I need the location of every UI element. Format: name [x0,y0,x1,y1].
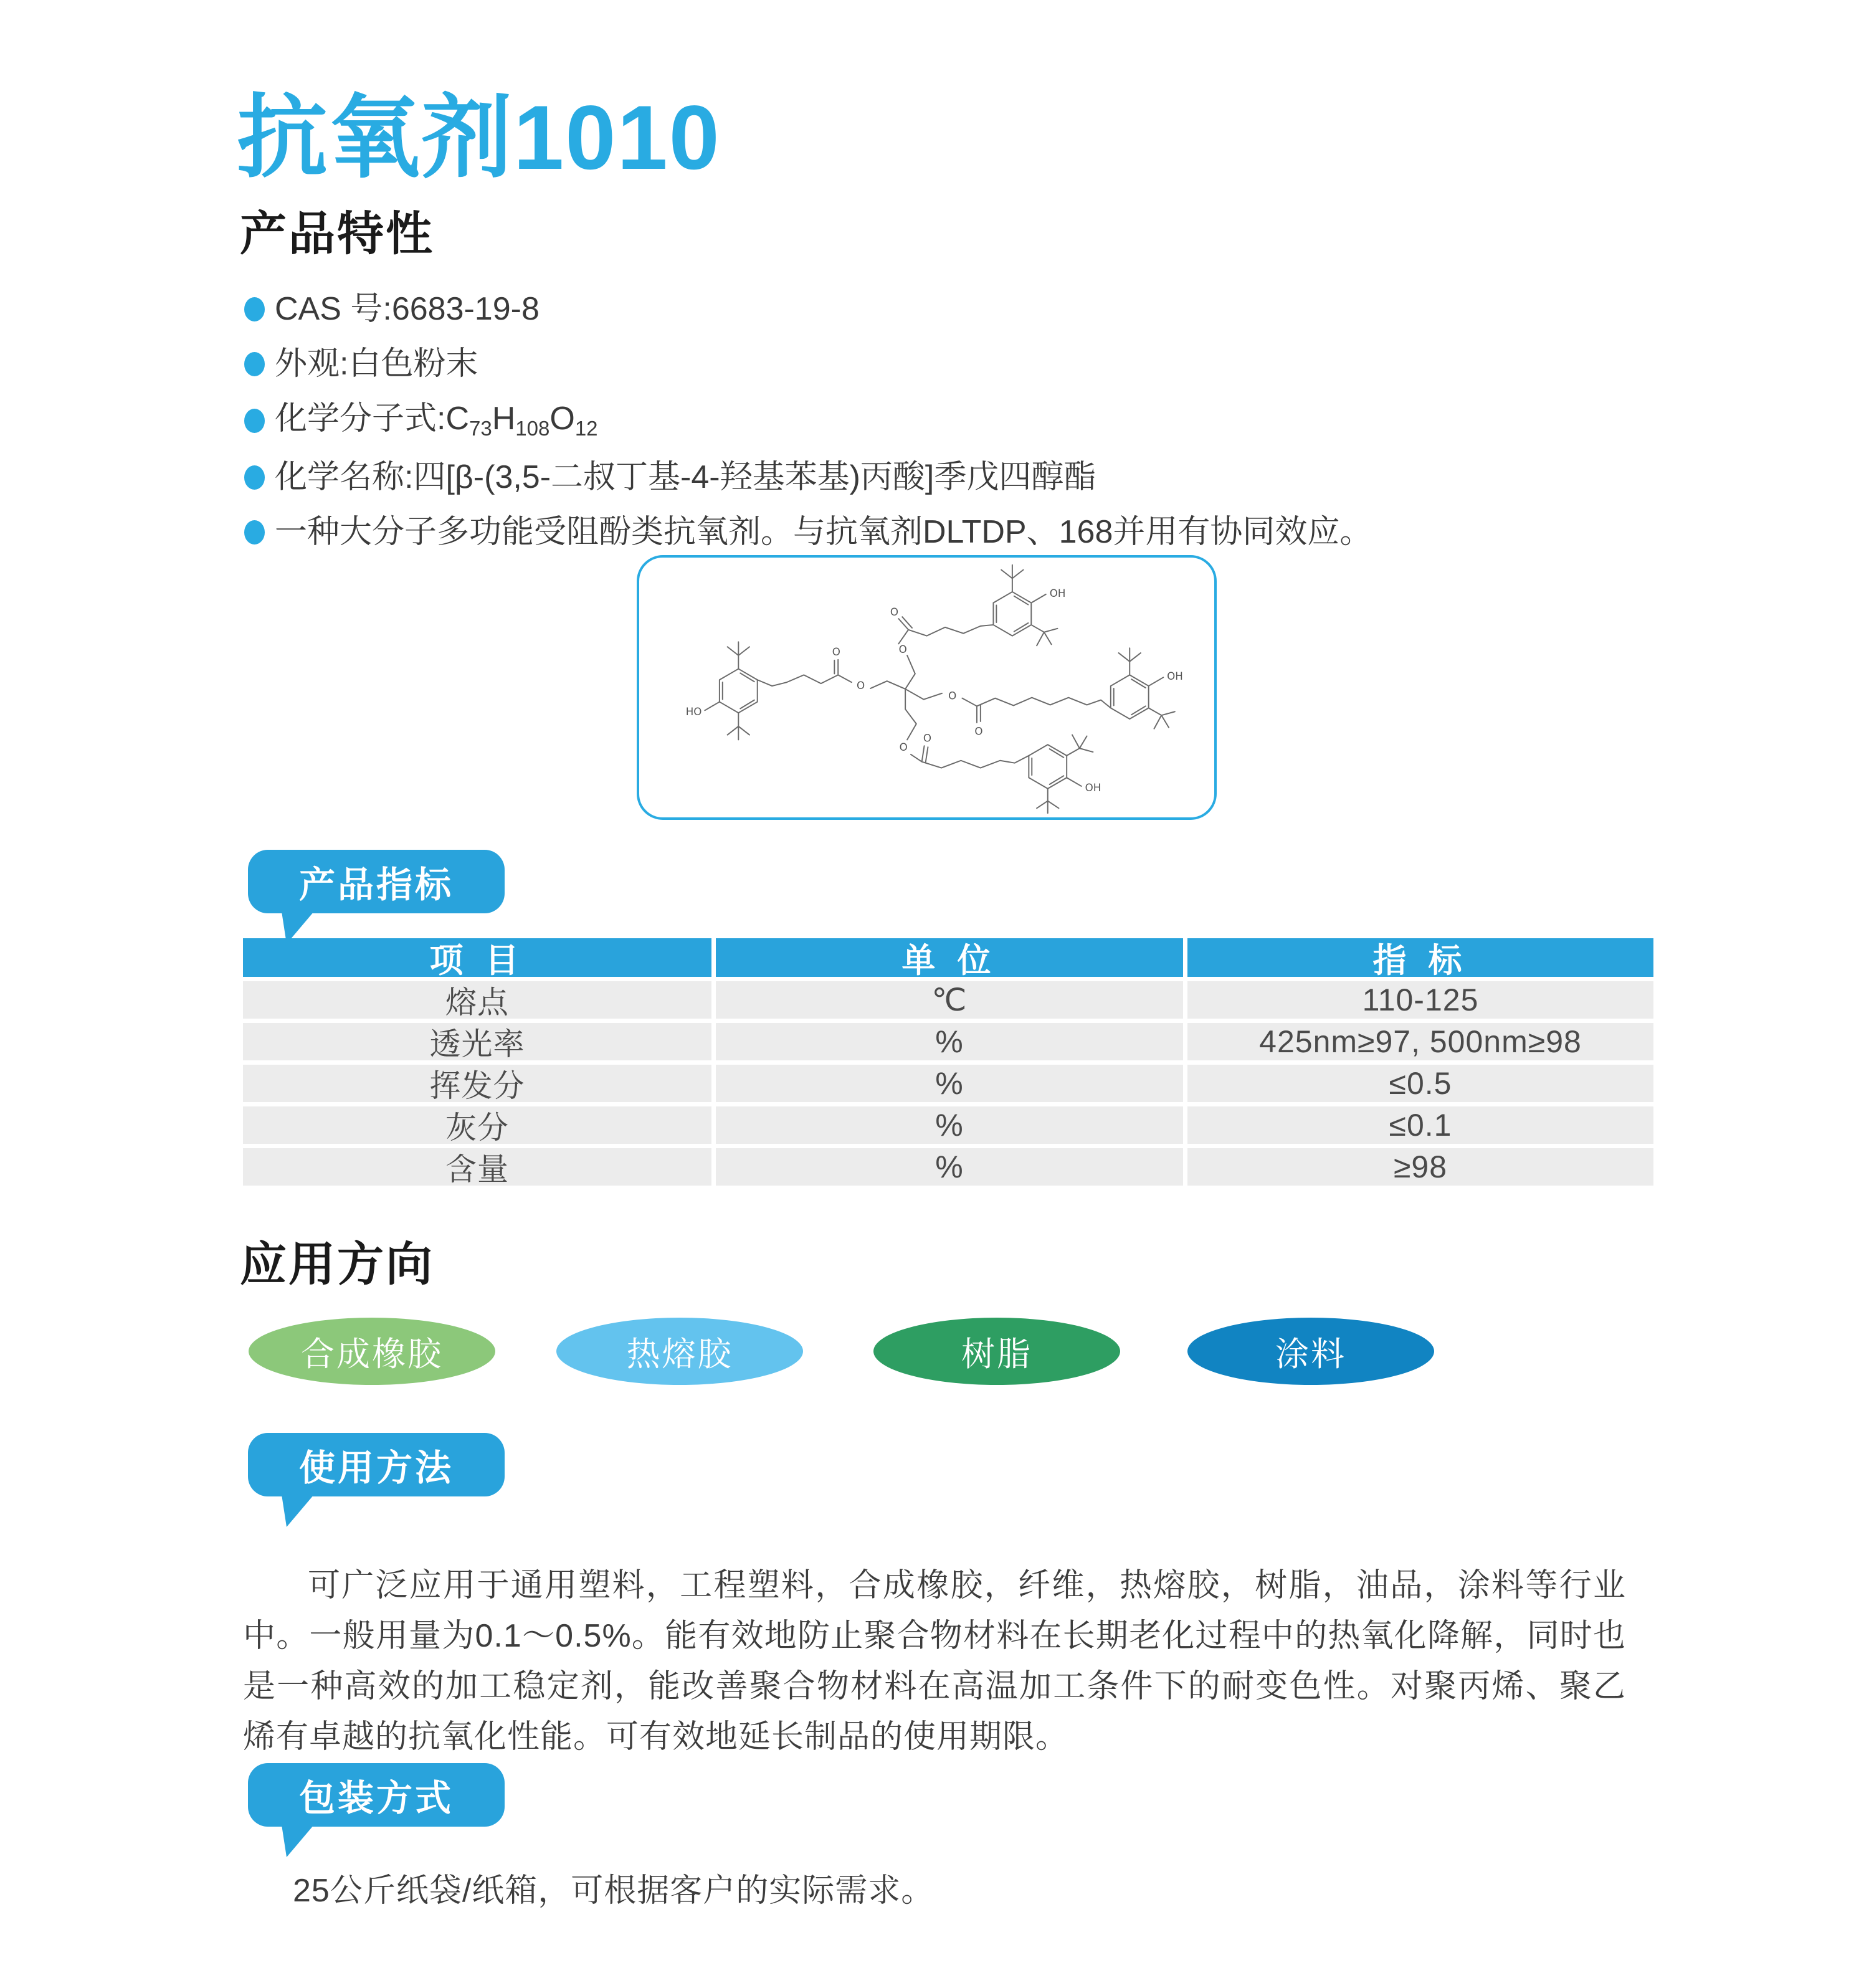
aromatic-bonds [723,596,1146,784]
spec-cell: 挥发分 [243,1065,711,1102]
tab-usage-method-label: 使用方法 [298,1448,454,1488]
oxygen-label: O [923,732,932,744]
appearance: 外观:白色粉末 [275,346,478,383]
application-badge-resin [873,1318,1120,1385]
spec-col-header-item: 项 目 [243,938,711,977]
spec-cell: ≥98 [1187,1148,1653,1186]
tab-packaging [248,1763,505,1827]
packaging-text: 25公斤纸袋/纸箱，可根据客户的实际需求。 [293,1873,934,1909]
spec-cell: 含量 [243,1148,711,1186]
hydroxyl-label: OH [1049,587,1066,599]
application-badge-rubber [249,1318,495,1385]
list-item-formula [244,401,1372,440]
tert-butyl-groups [705,565,1175,813]
spec-cell: 425nm≥97, 500nm≥98 [1187,1023,1653,1060]
formula-prefix: 化学分子式:C [275,401,470,437]
benzene-rings [720,592,1149,789]
application-label: 合成橡胶 [301,1335,443,1373]
spec-cell: ≤0.1 [1187,1106,1653,1144]
bullet-dot-icon [244,352,265,376]
oxygen-label: O [832,645,840,658]
ester-arms [758,617,1111,768]
bullet-dot-icon [244,465,265,490]
formula-subscript: 12 [574,417,598,440]
list-item-description [244,515,1372,550]
formula-subscript: 73 [469,417,492,440]
applications-heading: 应用方向 [240,1238,435,1290]
spec-col-header-unit: 单 位 [716,938,1183,977]
hydroxyl-label: HO [685,706,702,718]
bullet-dot-icon [244,297,265,321]
hydroxyl-label: OH [1085,781,1101,794]
list-item-appearance [244,346,1372,382]
tab-product-specs [248,850,505,913]
spec-cell: % [716,1106,1183,1144]
chemical-name: 化学名称:四[β-(3,5-二叔丁基-4-羟基苯基)丙酸]季戊四醇酯 [275,459,1096,495]
spec-col-header-value: 指 标 [1187,938,1653,977]
hydroxyl-label: OH [1167,670,1183,683]
cas-number: CAS 号:6683-19-8 [275,291,540,327]
formula-segment: O [549,401,575,437]
oxygen-label: O [856,679,865,692]
list-item-chem-name [244,460,1372,495]
spec-cell: % [716,1023,1183,1060]
spec-cell: ℃ [716,981,1183,1019]
spec-cell: 熔点 [243,981,711,1019]
oxygen-label: O [974,725,983,738]
spec-cell: % [716,1065,1183,1102]
oxygen-label: O [948,690,957,702]
list-item-cas [244,292,1372,327]
bullet-dot-icon [244,520,265,545]
application-badge-coating [1187,1318,1434,1385]
tab-product-specs-label: 产品指标 [298,865,454,905]
molecular-structure-box [637,555,1217,820]
specs-table [243,938,1645,1186]
spec-cell: 110-125 [1187,981,1653,1019]
application-label: 树脂 [961,1335,1032,1373]
application-badge-hotmelt [556,1318,803,1385]
spec-cell: 透光率 [243,1023,711,1060]
bullet-dot-icon [244,409,265,433]
tab-packaging-label: 包装方式 [298,1778,454,1819]
usage-paragraph: 可广泛应用于通用塑料，工程塑料，合成橡胶，纤维，热熔胶，树脂，油品，涂料等行业中。一般用量为0.1～0.5%。能有效地防止聚合物材料在长期老化过程中的热氧化降解，同时也是一种高效的加工稳定剂，能改善聚合物材料在高温加工条件下的耐变色性。对聚丙烯、聚乙烯有卓越的抗氧化性能。可有效地延长制品的使用期限。 [243,1567,1626,1755]
applications-row [0,1318,1869,1385]
features-heading: 产品特性 [240,207,435,260]
spec-cell: ≤0.5 [1187,1065,1653,1102]
oxygen-label: O [898,644,907,656]
formula-segment: H [492,401,516,437]
features-list [244,292,1372,550]
molecular-formula [275,401,598,440]
product-description: 一种大分子多功能受阻酚类抗氧剂。与抗氧剂DLTDP、168并用有协同效应。 [275,513,1372,550]
spec-cell: % [716,1148,1183,1186]
application-label: 涂料 [1275,1335,1346,1373]
oxygen-label: O [890,606,899,619]
spec-cell: 灰分 [243,1106,711,1144]
oxygen-label: O [899,741,908,754]
molecular-structure-diagram [639,558,1214,817]
application-label: 热熔胶 [626,1335,733,1373]
formula-subscript: 108 [515,417,550,440]
page-title: 抗氧剂1010 [237,87,721,188]
tab-usage-method [248,1433,505,1496]
